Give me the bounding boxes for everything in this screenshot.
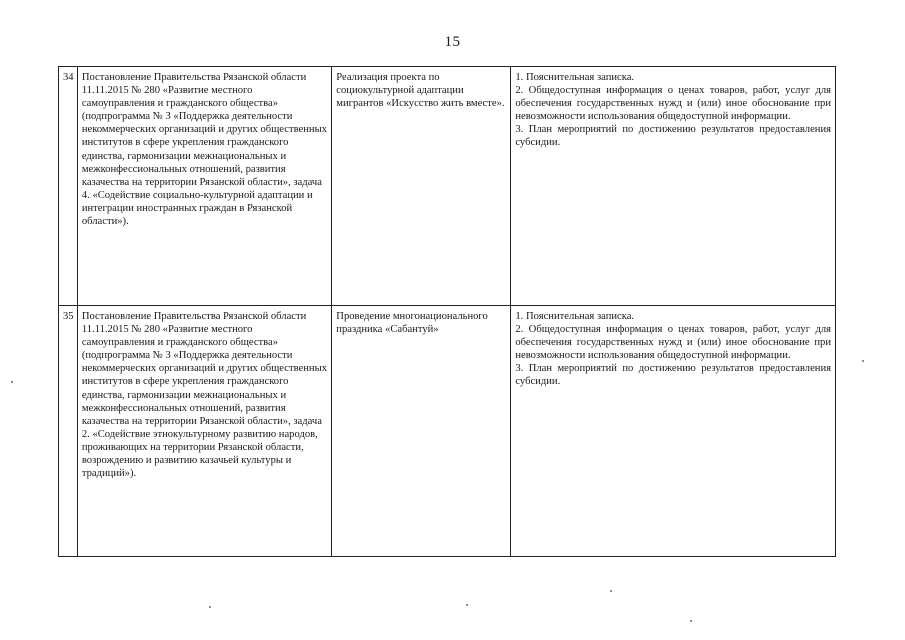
scan-speck [862,360,864,362]
event-name-cell: Реализация проекта по социокультурной адаптации мигрантов «Искусство жить вместе». [332,67,511,306]
scan-speck [209,606,211,608]
table-row [59,67,836,306]
scan-speck [610,590,612,592]
legal-basis-cell: Постановление Правительства Рязанской области 11.11.2015 № 280 «Развитие местного самоуправления и гражданского общества» (подпрограмма № 3 «Поддержка деятельности некоммерческих организаций и других общественных институтов в сфере укрепления гражданского единства, гармонизации межнациональных и межконфессиональных отношений, развития казачества на территории Рязанской области», задача 2. «Содействие этнокультурному развитию народов, проживающих на территории Рязанской области, возрождению и развитию казачьей культуры и традиций»). [77,306,331,557]
scan-speck [11,381,13,383]
table-row [59,306,836,557]
document-item: 1. Пояснительная записка. [515,72,635,83]
document-item: 1. Пояснительная записка. [515,311,635,322]
page-number: 15 [444,34,461,50]
row-number: 34 [59,67,78,306]
document-item: 3. План мероприятий по достижению результатов предоставления субсидии. [515,124,831,149]
legal-basis-cell: Постановление Правительства Рязанской области 11.11.2015 № 280 «Развитие местного самоуправления и гражданского общества» (подпрограмма № 3 «Поддержка деятельности некоммерческих организаций и других общественных институтов в сфере укрепления гражданского единства, гармонизации межнациональных и межконфессиональных отношений, развития казачества на территории Рязанской области», задача 4. «Содействие социально-культурной адаптации и интеграции иностранных граждан в Рязанской области»). [77,67,331,306]
event-name-cell: Проведение многонационального праздника «Сабантуй» [332,306,511,557]
required-documents-cell [511,67,836,306]
row-number: 35 [59,306,78,557]
scan-speck [690,620,692,622]
scan-speck [466,604,468,606]
subsidy-documents-table [58,66,836,557]
document-item: 3. План мероприятий по достижению результатов предоставления субсидии. [515,363,831,388]
required-documents-cell [511,306,836,557]
document-item: 2. Общедоступная информация о ценах товаров, работ, услуг для обеспечения государственных нужд и (или) иное обоснование при невозможности использования общедоступной информации. [515,324,831,362]
document-item: 2. Общедоступная информация о ценах товаров, работ, услуг для обеспечения государственных нужд и (или) иное обоснование при невозможности использования общедоступной информации. [515,85,831,123]
